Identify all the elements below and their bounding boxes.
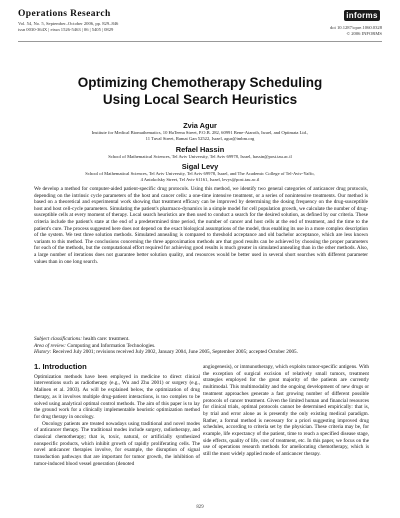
author-name: Zvia Agur: [183, 121, 217, 130]
author-affiliation: Institute for Medical Biomathematics, 10 HaTeena Street, P.O.B. 282, 60991 Bene-Ataroth, Israel, and Optimata Ltd.,: [91, 130, 309, 135]
right-column: [203, 364, 369, 458]
article-metadata: [34, 336, 368, 356]
author-name: Sigal Levy: [181, 162, 219, 172]
author-list: [38, 118, 362, 183]
area-text: Computing and Information Technologies.: [67, 342, 156, 349]
journal-name: Operations Research: [18, 9, 111, 19]
area-of-review: [34, 343, 368, 350]
subject-classifications: [34, 336, 368, 343]
author-affiliation: 11 Tuval Street, Ramat Gan 52522, Israel, agur@imbm.org: [145, 135, 255, 141]
author-affiliation: 4 Antokolsky Street, Tel Aviv 61161, Israel, levys@post.tau.ac.il: [140, 177, 260, 183]
title-line-2: Using Local Search Heuristics: [102, 92, 298, 107]
copyright-line: © 2006 INFORMS: [346, 30, 382, 36]
history-text: Received July 2001; revisions received July 2002, January 2004, June 2005, September 2005; accepted October 2005.: [52, 349, 298, 356]
subject-label: Subject classifications:: [34, 336, 82, 342]
paragraph: Oncology patients are treated nowadays using traditional and novel modes of anticancer therapy. The traditional modes include surgery, radiotherapy, and classical chemotherapy; that is, toxic, natural, or artificially synthesized nonspecific products, which inhibit growth of rapidly proliferating cells. The novel anticancer therapies involve, for example, the disruption of signal transduction pathways that are important for tumor growth, the inhibition of tumor-induced blood vessel generation (denoted: [34, 420, 200, 467]
author-block: [38, 121, 362, 142]
subject-text: health care: treatment.: [83, 336, 130, 342]
history: [34, 349, 368, 356]
page-number: 829: [196, 505, 204, 510]
abstract: We develop a method for computer-aided patient-specific drug protocols. Using this method, we identify two general categories of anticancer drug protocols, depending on the intrinsic cycle parameters of the host and cancer cells: a one-time intensive treatment, or a series of nonintensive treatments. Our method is based on a theoretical and experimental work showing that treatment efficacy can be improved by determining the dosing frequency on the drug-susceptible host and host cell-cycle parameters. Simulating the patient's pharmaco-dynamics in a simple model for cell population growth, we calculate the number of drug-susceptible cells at every moment of therapy. Local search heuristics are then used to conduct a search for the desired solution, as defined by our criteria. These criteria include the patient's state at the end of a predetermined time period, the number of cancer and host cells at the end of treatment, and the time to the patient's cure. The process suggested here does not depend on the exact biological assumptions of the model, thus enabling its use in a more complex description of the system. We test three solution methods. Simulated annealing is compared to threshold acceptance and old bachelor acceptance, which are less known variants to this method. The conclusions concerning the three approximation methods are that good results can be achieved by choosing the proper parameters for each of the methods, but the computational effort required for achieving good results is much greater in simulated annealing than in the other methods. Also, a large number of iterations does not guarantee better solution quality, and resources would be better used in several short searches with different parameter values than in one long search.: [34, 186, 368, 265]
left-column: [34, 364, 200, 468]
doi-block: [330, 25, 382, 36]
journal-issn-line: issn 0030-364X | eissn 1526-5463 | 06 | 5405 | 0829: [18, 26, 114, 32]
title-line-1: Optimizing Chemotherapy Scheduling: [77, 75, 323, 90]
informs-logo: informs: [344, 10, 380, 21]
author-affiliation: School of Mathematical Sciences, Tel Aviv University, Tel Aviv 69978, Israel, and The Academic College of Tel-Aviv-Yaffo,: [85, 171, 315, 177]
author-name: Refael Hassin: [175, 144, 225, 154]
history-label: History:: [34, 349, 52, 356]
paragraph: angiogenesis), or immunotherapy, which exploits tumor-specific antigens. With the exception of surgical excision of relatively small tumors, treatment strategies employed for the great majority of the patients are currently multimodal. This multimodality and the ongoing development of new drugs or treatment approaches generate a fast growing number of different possible protocols of cancer treatment. Given the limited human and financial resources for clinical trials, optimal protocols cannot be determined empirically: that is, by trial and error alone as is presently the only existing medical paradigm. Rather, a formal method is necessary for a priori suggesting improved drug schedules, according to criteria set by the physician. These criteria may be, for example, life expectancy of the patient, time to reach a specified disease stage, side effects, quality of life, cost of treatment, etc. In this paper, we focus on the use of operations research methods for ameliorating chemotherapy, which is still the most widely applied mode of anticancer therapy.: [203, 364, 369, 458]
author-block: [38, 145, 362, 160]
section-heading: 1. Introduction: [34, 362, 87, 371]
paper-title: [30, 74, 370, 108]
area-label: Area of review:: [34, 342, 66, 349]
paragraph: Optimization methods have been employed in medicine to direct clinical interventions such as radiotherapy (e.g., Wu and Zhu 2001) or surgery (e.g., Malinen et al. 2003). As will be explained below, the optimization of drug therapy, as it involves multiple drug-patient interactions, is too complex to be solved using analytical optimal control methods. The aim of this paper is to lay the ground work for a clinically implementable heuristic optimization method for drug therapy in oncology.: [34, 373, 200, 420]
header-rule: [18, 41, 382, 42]
journal-volume-line: Vol. 54, No. 5, September–October 2006, pp. 829–846: [18, 21, 119, 26]
doi-line: doi 10.1287/opre.1060.0328: [329, 25, 382, 30]
author-affiliation: School of Mathematical Sciences, Tel Aviv University, Tel Aviv 69978, Israel, hassin@post.tau.ac.il: [108, 153, 292, 159]
author-block: [38, 162, 362, 183]
journal-meta: [18, 21, 118, 32]
